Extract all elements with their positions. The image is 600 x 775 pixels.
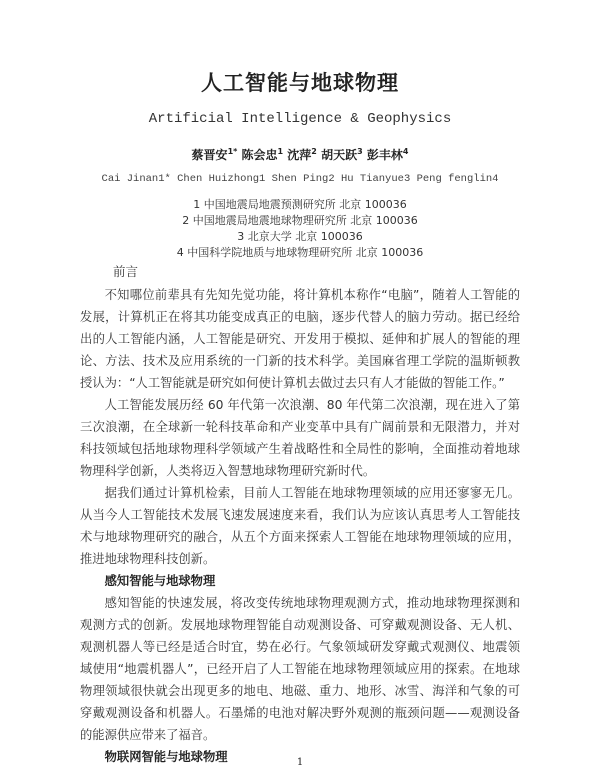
author-affil-mark: 1*	[227, 147, 238, 156]
body-text	[80, 284, 520, 768]
affiliation: 3 北京大学 北京 100036	[237, 230, 363, 243]
paper-subtitle: Artificial Intelligence & Geophysics	[148, 111, 452, 127]
affiliation: 2 中国地震局地震地球物理研究所 北京 100036	[182, 214, 418, 227]
author: 陈会忠	[241, 148, 278, 162]
paper-title: 人工智能与地球物理	[201, 71, 399, 95]
paragraph: 据我们通过计算机检索，目前人工智能在地球物理领域的应用还寥寥无几。从当今人工智能技术发展飞速发展速度来看，我们认为应该认真思考人工智能技术与地球物理研究的融合，从五个方面来探索人工智能在地球物理领域的应用，推进地球物理科技创新。	[80, 486, 520, 566]
paragraph: 人工智能发展历经 60 年代第一次浪潮、80 年代第二次浪潮，现在进入了第三次浪潮，在全球新一轮科技革命和产业变革中具有广阔前景和无限潜力，并对科技领域包括地球物理科学领域产生着战略性和全局性的影响，全面推动着地球物理科学创新，人类将迈入智慧地球物理研究新时代。	[80, 398, 520, 478]
author-pinyin: Cai Jinan1* Chen Huizhong1 Shen Ping2 Hu Tianyue3 Peng fenglin4	[101, 173, 499, 185]
page-number: 1	[296, 757, 304, 768]
author-affil-mark: 3	[357, 147, 363, 156]
author-affil-mark: 4	[402, 147, 409, 156]
paragraph: 不知哪位前辈具有先知先觉功能，将计算机本称作“电脑”，随着人工智能的发展，计算机正在将其功能变成真正的电脑，逐步代替人的脑力劳动。据已经给出的人工智能内涵，人工智能是研究、开发用于模拟、延伸和扩展人的智能的理论、方法、技术及应用系统的一门新的技术科学。美国麻省理工学院的温斯顿教授认为：“人工智能就是研究如何使计算机去做过去只有人才能做的智能工作。”	[80, 288, 520, 390]
author: 胡天跃	[321, 148, 358, 162]
author: 沈萍	[287, 148, 312, 162]
author: 彭丰林	[366, 148, 403, 162]
section-heading: 物联网智能与地球物理	[104, 750, 228, 764]
preface-heading: 前言	[113, 264, 139, 279]
paragraph: 感知智能的快速发展，将改变传统地球物理观测方式，推动地球物理探测和观测方式的创新。发展地球物理智能自动观测设备、可穿戴观测设备、无人机、观测机器人等已经是适合时宜，势在必行。气象领域研发穿戴式观测仪、地震领域使用“地震机器人”，已经开启了人工智能在地球物理领域应用的探索。在地球物理领域很快就会出现更多的地电、地磁、重力、地形、冰雪、海洋和气象的可穿戴观测设备和机器人。石墨烯的电池对解决野外观测的瓶颈问题——观测设备的能源供应带来了福音。	[80, 596, 520, 742]
author-affil-mark: 2	[311, 147, 317, 156]
author: 蔡晋安	[191, 148, 228, 162]
affiliation: 4 中国科学院地质与地球物理研究所 北京 100036	[176, 246, 424, 259]
section-heading: 感知智能与地球物理	[104, 574, 216, 588]
author-affil-mark: 1	[277, 147, 284, 156]
affiliation: 1 中国地震局地震预测研究所 北京 100036	[193, 198, 407, 211]
author-list	[0, 146, 600, 164]
